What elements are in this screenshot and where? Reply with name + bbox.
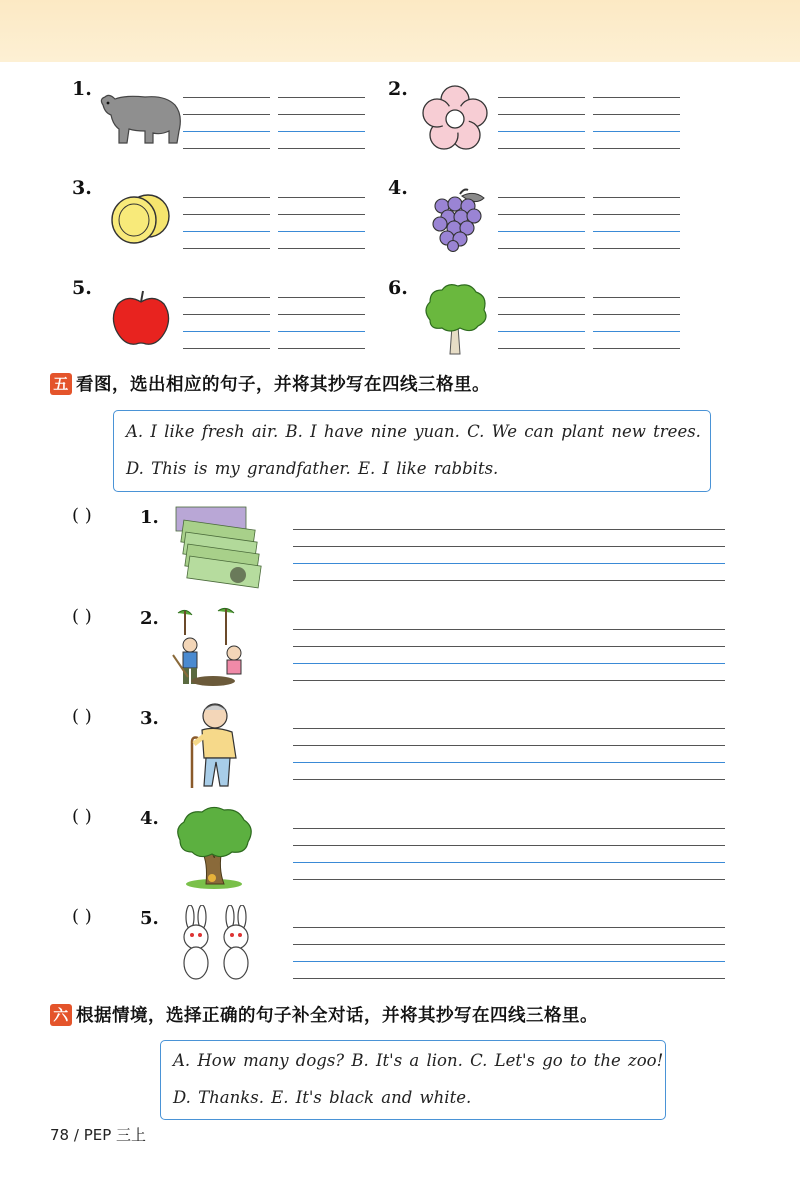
writing-lines[interactable] [183,97,270,149]
writing-lines[interactable] [183,197,270,249]
answer-parentheses[interactable]: ( ) [72,906,92,927]
writing-lines[interactable] [293,728,725,780]
writing-lines[interactable] [498,297,585,349]
writing-lines[interactable] [498,197,585,249]
tree-icon [420,280,490,356]
writing-lines[interactable] [293,629,725,681]
question-number: 4. [140,808,159,829]
grapes-icon [428,186,492,252]
options-row: A. I like fresh air. B. I have nine yuan. C. We can plant new trees. [126,422,701,441]
writing-lines[interactable] [498,97,585,149]
options-row: D. Thanks. E. It's black and white. [173,1088,472,1107]
answer-parentheses[interactable]: ( ) [72,505,92,526]
options-row: D. This is my grandfather. E. I like rabbits. [126,459,499,478]
item-number: 2. [388,78,408,100]
section-title [50,371,490,396]
question-number: 1. [140,507,159,528]
section-badge: 五 [50,373,72,395]
section-instruction: 根据情境，选择正确的句子补全对话，并将其抄写在四线三格里。 [76,1006,598,1026]
top-band [0,0,800,62]
page-footer [50,1124,146,1145]
book-name: PEP 三上 [83,1126,147,1144]
item-number: 1. [72,78,92,100]
item-number: 6. [388,277,408,299]
writing-lines[interactable] [183,297,270,349]
writing-lines[interactable] [278,297,365,349]
writing-lines[interactable] [293,927,725,979]
writing-lines[interactable] [593,197,680,249]
question-number: 5. [140,908,159,929]
answer-parentheses[interactable]: ( ) [72,706,92,727]
answer-parentheses[interactable]: ( ) [72,806,92,827]
money-icon [168,503,268,593]
grandfather-icon [180,700,250,792]
answer-parentheses[interactable]: ( ) [72,606,92,627]
section-badge: 六 [50,1004,72,1026]
question-number: 3. [140,708,159,729]
writing-lines[interactable] [278,197,365,249]
writing-lines[interactable] [278,97,365,149]
writing-lines[interactable] [593,297,680,349]
page-number: 78 [50,1126,70,1144]
bear-icon [95,85,185,147]
footer-separator: / [73,1126,79,1144]
question-number: 2. [140,608,159,629]
writing-lines[interactable] [293,828,725,880]
apple-icon [110,288,172,348]
item-number: 5. [72,277,92,299]
options-box [113,410,711,492]
section-instruction: 看图，选出相应的句子，并将其抄写在四线三格里。 [76,375,490,395]
options-row: A. How many dogs? B. It's a lion. C. Let's go to the zoo! [173,1051,664,1070]
planting-trees-icon [168,605,258,690]
options-box [160,1040,666,1120]
writing-lines[interactable] [293,529,725,581]
item-number: 4. [388,177,408,199]
rabbits-icon [172,905,262,985]
section-title [50,1002,598,1027]
writing-lines[interactable] [593,97,680,149]
item-number: 3. [72,177,92,199]
flower-icon [420,84,490,154]
yellow-fruit-icon [108,190,172,246]
big-tree-icon [172,804,256,890]
